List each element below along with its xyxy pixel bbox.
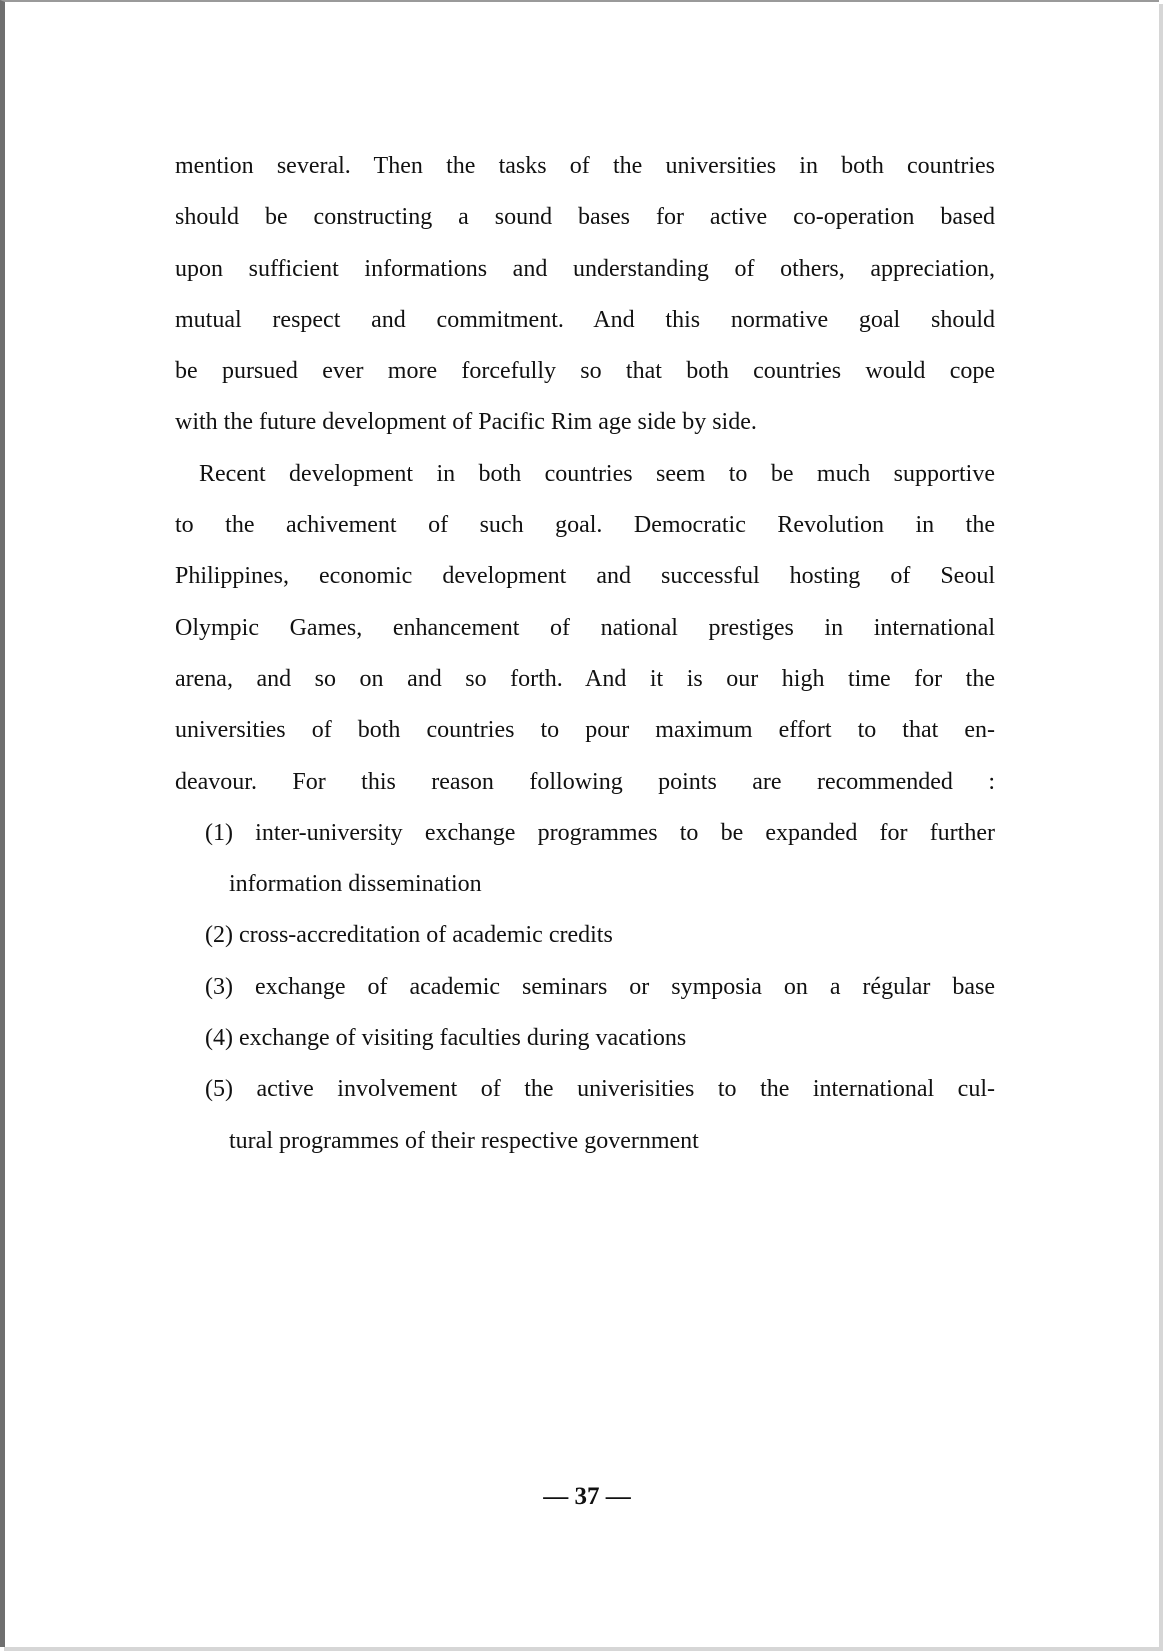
text-line: be pursued ever more forcefully so that both countries would cope <box>175 358 995 385</box>
text-line: mention several. Then the tasks of the universities in both countries <box>175 153 995 179</box>
recommendation-item: (1) inter-university exchange programmes to be expanded for further <box>205 819 995 846</box>
recommendation-item: (4) exchange of visiting faculties during vacations <box>205 1025 687 1052</box>
text-line: mutual respect and commitment. And this normative goal should <box>175 306 995 333</box>
recommendation-item-continuation: tural programmes of their respective government <box>229 1127 699 1154</box>
recommendation-item-continuation: information dissemination <box>229 871 482 898</box>
text-line: arena, and so on and so forth. And it is our high time for the <box>175 665 995 692</box>
text-line: to the achivement of such goal. Democratic Revolution in the <box>175 512 995 539</box>
text-line: deavour. For this reason following points are recommended : <box>175 768 995 795</box>
text-line: upon sufficient informations and understanding of others, appreciation, <box>175 255 995 282</box>
recommendation-item: (2) cross-accreditation of academic credits <box>205 922 613 949</box>
page-number: — 37 — <box>543 1483 631 1510</box>
body-text <box>175 148 995 1174</box>
text-line: should be constructing a sound bases for active co-operation based <box>175 204 995 231</box>
text-line: Olympic Games, enhancement of national prestiges in international <box>175 614 995 641</box>
text-line: Philippines, economic development and successful hosting of Seoul <box>175 563 995 590</box>
text-line: universities of both countries to pour maximum effort to that en- <box>175 717 995 744</box>
recommendation-item: (3) exchange of academic seminars or symposia on a régular base <box>205 973 995 1000</box>
recommendation-item: (5) active involvement of the univerisities to the international cul- <box>205 1076 995 1103</box>
text-line: with the future development of Pacific Rim age side by side. <box>175 409 757 436</box>
text-line: Recent development in both countries seem to be much supportive <box>199 460 995 487</box>
